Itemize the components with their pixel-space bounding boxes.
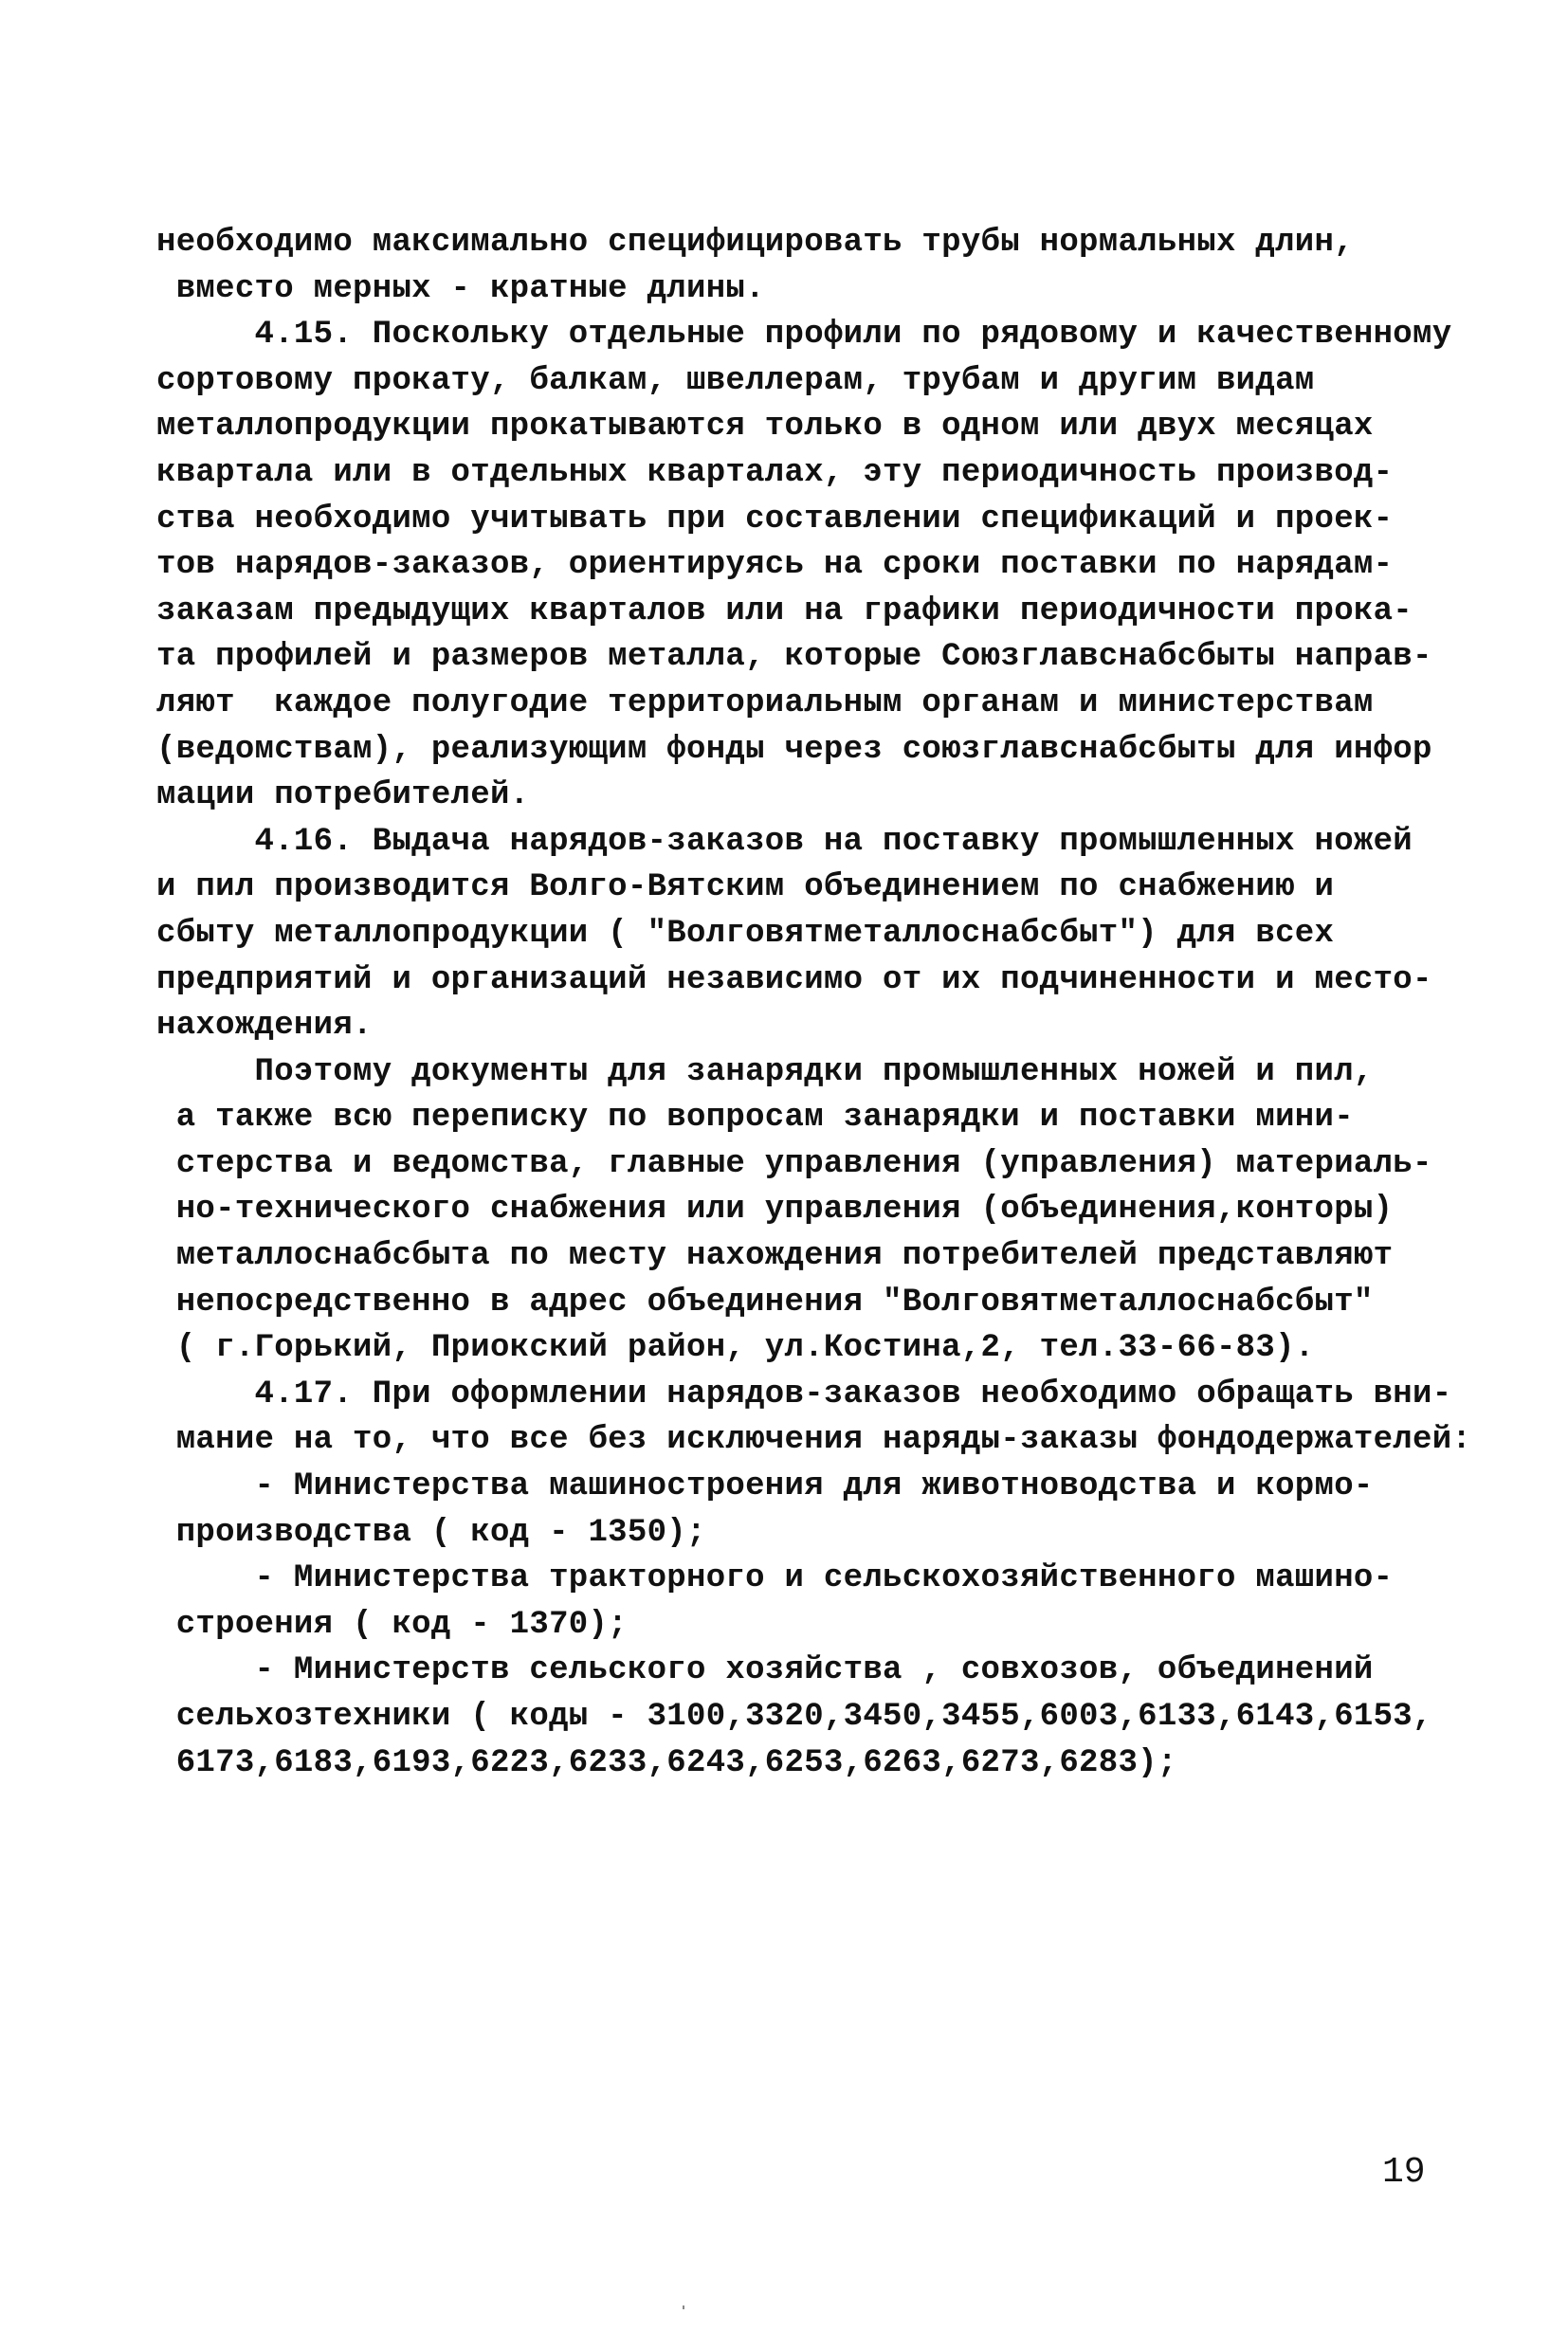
- text-line: вместо мерных - кратные длины.: [156, 270, 765, 307]
- text-line: ( г.Горький, Приокский район, ул.Костина,2, тел.33-66-83).: [156, 1330, 1315, 1367]
- text-line: 4.17. При оформлении нарядов-заказов необходимо обращать вни-: [156, 1376, 1452, 1412]
- text-line: нахождения.: [156, 1008, 373, 1045]
- text-line: мание на то, что все без исключения наряды-заказы фондодержателей:: [156, 1422, 1472, 1459]
- text-line: строения ( код - 1370);: [156, 1606, 628, 1643]
- text-line: мации потребителей.: [156, 777, 530, 814]
- text-line: та профилей и размеров металла, которые Союзглавснабсбыты направ-: [156, 639, 1432, 676]
- text-line: 6173,6183,6193,6223,6233,6243,6253,6263,6273,6283);: [156, 1744, 1177, 1781]
- text-line: и пил производится Волго-Вятским объединением по снабжению и: [156, 869, 1335, 906]
- text-line: - Министерства машиностроения для животноводства и кормо-: [156, 1468, 1374, 1505]
- text-line: сбыту металлопродукции ( "Волговятметаллоснабсбыт") для всех: [156, 915, 1335, 952]
- text-line: но-технического снабжения или управления (объединения,конторы): [156, 1192, 1394, 1229]
- text-line: стерства и ведомства, главные управления (управления) материаль-: [156, 1145, 1432, 1182]
- text-line: ляют каждое полугодие территориальным органам и министерствам: [156, 684, 1374, 721]
- text-line: 4.16. Выдача нарядов-заказов на поставку промышленных ножей: [156, 823, 1413, 860]
- document-body: [156, 220, 1472, 1786]
- text-line: а также всю переписку по вопросам занарядки и поставки мини-: [156, 1100, 1354, 1137]
- page-number: 19: [1382, 2152, 1426, 2193]
- scan-artifact: [683, 2305, 684, 2309]
- text-line: сортовому прокату, балкам, швеллерам, трубам и другим видам: [156, 362, 1315, 399]
- text-line: необходимо максимально специфицировать трубы нормальных длин,: [156, 225, 1354, 261]
- text-line: - Министерства тракторного и сельскохозяйственного машино-: [156, 1560, 1394, 1597]
- text-line: тов нарядов-заказов, ориентируясь на сроки поставки по нарядам-: [156, 547, 1394, 584]
- text-line: квартала или в отдельных кварталах, эту периодичность производ-: [156, 454, 1394, 491]
- text-line: - Министерств сельского хозяйства , совхозов, объединений: [156, 1652, 1374, 1689]
- text-line: предприятий и организаций независимо от их подчиненности и место-: [156, 961, 1432, 998]
- text-line: 4.15. Поскольку отдельные профили по рядовому и качественному: [156, 317, 1452, 354]
- text-line: (ведомствам), реализующим фонды через союзглавснабсбыты для инфор: [156, 731, 1432, 768]
- text-line: Поэтому документы для занарядки промышленных ножей и пил,: [156, 1053, 1374, 1090]
- text-line: сельхозтехники ( коды - 3100,3320,3450,3455,6003,6133,6143,6153,: [156, 1699, 1432, 1735]
- text-line: металлоснабсбыта по месту нахождения потребителей представляют: [156, 1238, 1394, 1275]
- text-line: непосредственно в адрес объединения "Волговятметаллоснабсбыт": [156, 1284, 1374, 1321]
- text-line: ства необходимо учитывать при составлении спецификаций и проек-: [156, 501, 1394, 538]
- text-line: металлопродукции прокатываются только в одном или двух месяцах: [156, 409, 1374, 446]
- text-line: заказам предыдущих кварталов или на графики периодичности прока-: [156, 592, 1413, 629]
- text-line: производства ( код - 1350);: [156, 1514, 706, 1551]
